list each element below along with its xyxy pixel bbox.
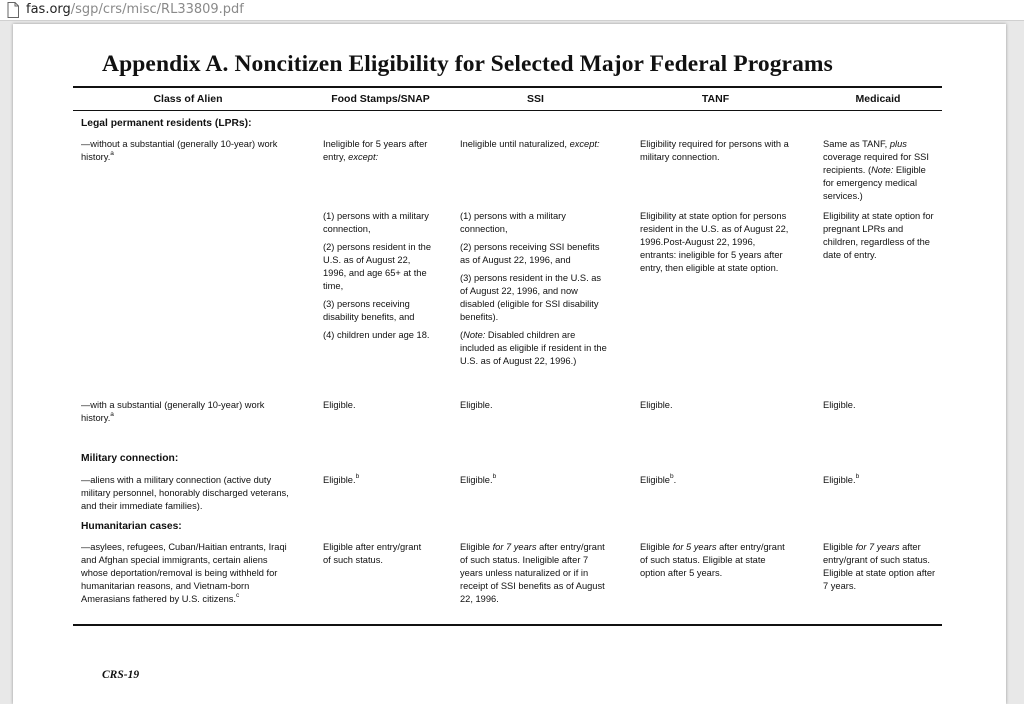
- list-item: (2) persons resident in the U.S. as of August 22, 1996, and age 65+ at the time,: [323, 242, 432, 291]
- cell-humanitarian-medicaid: Eligible for 7 years after entry/grant of such status. Eligible at state option after 7 years.: [823, 542, 936, 591]
- cell-lpr-with-tanf: Eligible.: [640, 400, 673, 410]
- cell-lpr-without-class: —without a substantial (generally 10-year) work history.$^a$: [81, 139, 278, 162]
- cell-medicaid-state-option: Eligibility at state option for pregnant LPRs and children, regardless of the date of entry.: [823, 211, 934, 260]
- cell-lpr-without-tanf: Eligibility required for persons with a military connection.: [640, 139, 789, 162]
- table-header-rule: [73, 110, 942, 111]
- cell-humanitarian-ssi: Eligible for 7 years after entry/grant of such status. Ineligible after 7 years unless naturalized or if in receipt of SSI benefits as of August 22, 1996.: [460, 542, 605, 604]
- list-item: (2) persons receiving SSI benefits as of August 22, 1996, and: [460, 242, 600, 265]
- list-item: (1) persons with a military connection,: [460, 211, 566, 234]
- cell-ssi-exceptions: [460, 210, 610, 368]
- list-item: (3) persons receiving disability benefits, and: [323, 299, 415, 322]
- address-bar[interactable]: [0, 0, 1024, 21]
- cell-lpr-with-snap: Eligible.: [323, 400, 356, 410]
- table-top-rule: [73, 86, 942, 88]
- list-item: (1) persons with a military connection,: [323, 211, 429, 234]
- footnote-c: c: [236, 592, 240, 599]
- section-lpr: Legal permanent residents (LPRs):: [81, 118, 252, 129]
- ssi-note: (Note: Disabled children are included as eligible if resident in the U.S. as of August 22, 1996.): [460, 330, 607, 366]
- header-ssi: SSI: [527, 93, 544, 105]
- header-tanf: TANF: [701, 93, 730, 105]
- section-military: Military connection:: [81, 453, 179, 464]
- cell-humanitarian-tanf: Eligible for 5 years after entry/grant of such status. Eligible at state option after 5 years.: [640, 542, 785, 578]
- cell-lpr-with-class: —with a substantial (generally 10-year) work history.$^a$: [81, 400, 265, 423]
- cell-military-ssi: Eligible.$^b$: [460, 473, 497, 485]
- header-medicaid: Medicaid: [855, 93, 901, 105]
- cell-lpr-without-ssi: Ineligible until naturalized, except:: [460, 139, 600, 149]
- cell-tanf-state-option: Eligibility at state option for persons resident in the U.S. as of August 22, 1996.Post-August 22, 1996, entrants: ineligible for 5 years after entry, then eligible at state option.: [640, 211, 789, 273]
- table-bottom-rule: [73, 624, 942, 626]
- url-text[interactable]: [26, 0, 244, 19]
- list-item: (4) children under age 18.: [323, 330, 430, 340]
- page-title: Appendix A. Noncitizen Eligibility for Selected Major Federal Programs: [102, 51, 833, 77]
- url-domain: fas.org: [26, 2, 71, 17]
- header-food-stamps: Food Stamps/SNAP: [331, 93, 430, 105]
- header-class-of-alien: Class of Alien: [153, 93, 223, 105]
- footnote-a: a: [110, 150, 114, 157]
- cell-military-tanf: Eligible$^b$.: [640, 473, 677, 485]
- pdf-page: [13, 24, 1006, 704]
- cell-military-snap: Eligible.$^b$: [323, 473, 360, 485]
- cell-lpr-with-ssi: Eligible.: [460, 400, 493, 410]
- cell-humanitarian-snap: Eligible after entry/grant of such status.: [323, 542, 422, 565]
- section-humanitarian: Humanitarian cases:: [81, 521, 182, 532]
- document-icon: [5, 1, 21, 19]
- cell-lpr-with-medicaid: Eligible.: [823, 400, 856, 410]
- cell-humanitarian-class: —asylees, refugees, Cuban/Haitian entrants, Iraqi and Afghan special immigrants, certain aliens whose deportation/removal is being withheld for humanitarian reasons, and Vietnam-born Amerasians fathered by U.S. citizens.$^c$: [81, 542, 287, 604]
- cell-military-medicaid: Eligible.$^b$: [823, 473, 860, 485]
- cell-lpr-without-snap: Ineligible for 5 years after entry, except:: [323, 139, 428, 162]
- page-footer: CRS-19: [102, 669, 140, 681]
- url-path: /sgp/crs/misc/RL33809.pdf: [70, 2, 244, 17]
- cell-snap-exceptions: [323, 210, 435, 342]
- cell-military-class: —aliens with a military connection (active duty military personnel, honorably discharged veterans, and their immediate families).: [81, 475, 289, 511]
- cell-lpr-without-medicaid: Same as TANF, plus coverage required for SSI recipients. (Note: Eligible for emergency medical services.): [823, 139, 929, 201]
- list-item: (3) persons resident in the U.S. as of August 22, 1996, and now disabled (eligible for SSI disability benefits).: [460, 273, 602, 322]
- footnote-a: a: [110, 411, 114, 418]
